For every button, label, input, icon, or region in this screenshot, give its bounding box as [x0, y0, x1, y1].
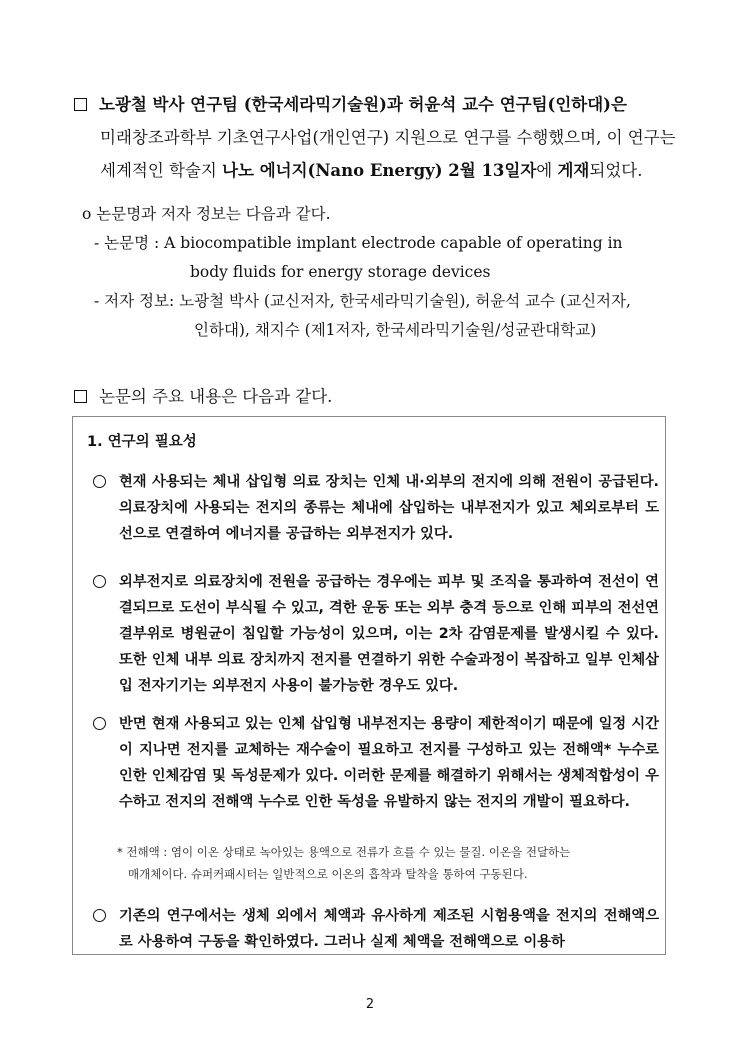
paper-title-line: - 논문명 : A biocompatible implant electrode capable of operating in [94, 234, 623, 252]
paper-info [82, 200, 682, 345]
intro-paragraph [74, 88, 674, 187]
paragraph-3: 반면 현재 사용되고 있는 인체 삽입형 내부전지는 용량이 제한적이기 때문에 일정 시간이 지나면 전지를 교체하는 재수술이 필요하고 전지를 구성하고 있는 전해액* 누수로 인한 인체감염 및 독성문제가 있다. 이러한 문제를 해결하기 위해서는 생체적합성이 우수하고 전지의 전해액 누수로 인한 독성을 유발하지 않는 전지의 개발이 필요하다. [93, 711, 659, 815]
circle-bullet-icon [93, 717, 106, 730]
author-info-continued: 인하대), 채지수 (제1저자, 한국세라믹기술원/성균관대학교) [194, 321, 597, 339]
footnote [117, 841, 657, 885]
intro-line-2: 미래창조과학부 기초연구사업(개인연구) 지원으로 연구를 수행했으며, 이 연구는 [100, 128, 676, 147]
paragraph-1: 현재 사용되는 체내 삽입형 의료 장치는 인체 내·외부의 전지에 의해 전원이 공급된다. 의료장치에 사용되는 전지의 종류는 체내에 삽입하는 내부전지가 있고 체외로부터 도선으로 연결하여 에너지를 공급하는 외부전지가 있다. [93, 469, 659, 547]
content-box [72, 416, 666, 955]
paper-info-heading: o 논문명과 저자 정보는 다음과 같다. [82, 205, 331, 223]
square-bullet-icon [74, 98, 87, 111]
circle-bullet-icon [93, 575, 106, 588]
paragraph-4: 기존의 연구에서는 생체 외에서 체액과 유사하게 제조된 시험용액을 전지의 전해액으로 사용하여 구동을 확인하였다. 그러나 실제 체액을 전해액으로 이용하 [93, 903, 659, 955]
footnote-line-1: * 전해액 : 염이 이온 상태로 녹아있는 용액으로 전류가 흐를 수 있는 물질. 이온을 전달하는 [117, 845, 571, 859]
page-number: 2 [365, 997, 375, 1012]
intro-line-3: 세계적인 학술지 나노 에너지(Nano Energy) 2월 13일자에 게재되었다. [100, 161, 643, 180]
footnote-line-2: 매개체이다. 슈퍼커패시터는 일반적으로 이온의 흡착과 탈착을 통하여 구동된다. [128, 867, 528, 881]
circle-bullet-icon [93, 475, 106, 488]
section-title: 1. 연구의 필요성 [87, 434, 197, 450]
intro-line-1: 노광철 박사 연구팀 (한국세라믹기술원)과 허윤석 교수 연구팀(인하대)은 [99, 95, 627, 114]
circle-bullet-icon [93, 909, 106, 922]
square-bullet-icon [74, 390, 87, 403]
author-info-line: - 저자 정보: 노광철 박사 (교신저자, 한국세라믹기술원), 허윤석 교수 (교신저자, [94, 292, 631, 310]
paragraph-2: 외부전지로 의료장치에 전원을 공급하는 경우에는 피부 및 조직을 통과하여 전선이 연결되므로 도선이 부식될 수 있고, 격한 운동 또는 외부 충격 등으로 인해 피부의 전선연결부위로 병원균이 침입할 가능성이 있으며, 이는 2차 감염문제를 발생시킬 수 있다. 또한 인체 내부 의료 장치까지 전지를 연결하기 위한 수술과정이 복잡하고 일부 인체삽입 전자기기는 외부전지 사용이 불가능한 경우도 있다. [93, 569, 659, 699]
summary-heading: 논문의 주요 내용은 다음과 같다. [74, 383, 332, 407]
paper-title-continued: body fluids for energy storage devices [190, 263, 491, 281]
